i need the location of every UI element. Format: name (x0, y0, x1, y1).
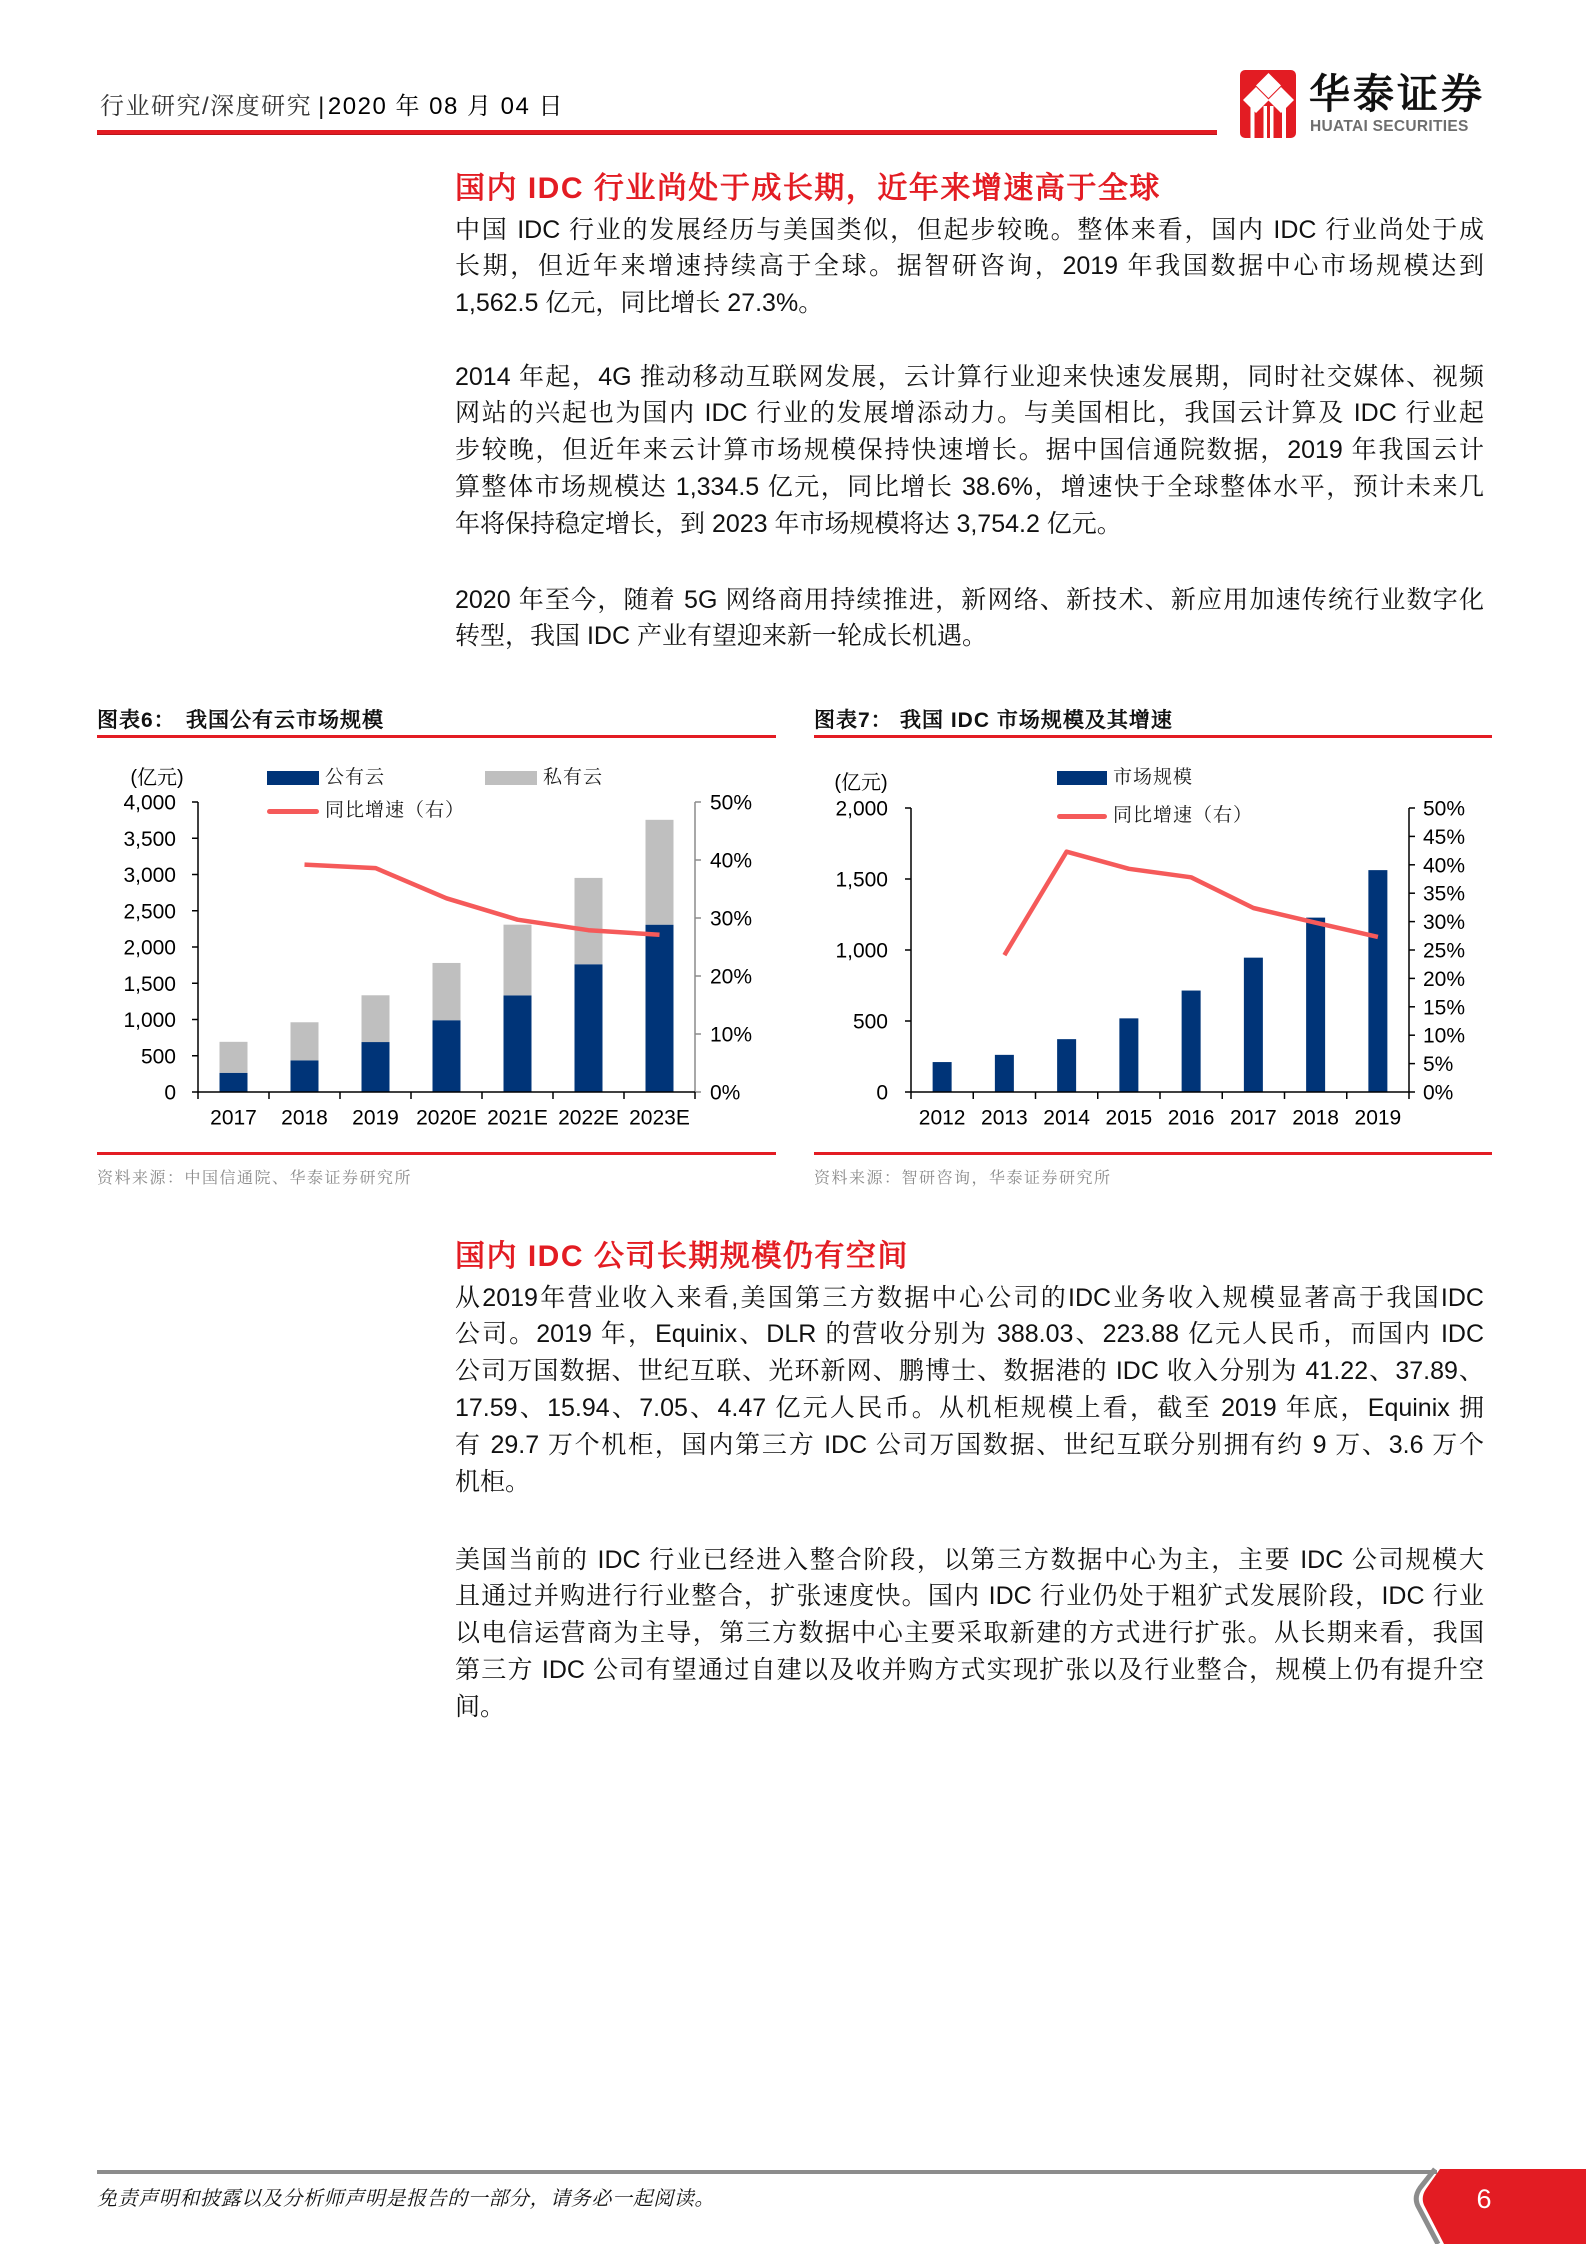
y2-axis-tick-label: 5% (1423, 1053, 1454, 1077)
text-line: 有 29.7 万个机柜，国内第三方 IDC 公司万国数据、世纪互联分别拥有约 9 万、3.6 万个 (455, 1431, 1484, 1460)
logo-name-cn: 华泰证券 (1309, 71, 1485, 117)
y2-axis-tick-label: 40% (710, 849, 753, 873)
bar-secondary (362, 995, 390, 1042)
logo-name-en: HUATAI SECURITIES (1310, 118, 1469, 135)
header-separator: | (318, 93, 326, 120)
text-line: 1,562.5 亿元，同比增长 27.3%。 (455, 289, 824, 318)
y-axis-tick-label: 1,000 (123, 1009, 176, 1032)
text-line: 公司。2019 年，Equinix、DLR 的营收分别为 388.03、223.88 亿元人民币，而国内 IDC (455, 1320, 1484, 1349)
y-axis-tick-label: 0 (876, 1081, 888, 1105)
text-line: 美国当前的 IDC 行业已经进入整合阶段，以第三方数据中心为主，主要 IDC 公司规模大 (455, 1545, 1484, 1574)
text-line: 年将保持稳定增长，到 2023 年市场规模将达 3,754.2 亿元。 (455, 510, 1122, 539)
x-axis-tick-label: 2022E (558, 1106, 619, 1130)
figure-6-label: 图表6： (97, 709, 176, 732)
y-axis-unit-label: (亿元) (834, 772, 888, 794)
figure-6-title: 我国公有云市场规模 (186, 709, 384, 732)
paragraph (455, 359, 1484, 543)
text-line: 且通过并购进行行业整合，扩张速度快。国内 IDC 行业仍处于粗犷式发展阶段，IDC 行业 (455, 1582, 1484, 1611)
figure-7-top-rule (814, 735, 1492, 738)
text-line: 机柜。 (455, 1468, 531, 1497)
text-line: 以电信运营商为主导，第三方数据中心主要采取新建的方式进行扩张。从长期来看，我国 (455, 1619, 1484, 1648)
footer-divider (97, 2170, 1437, 2174)
y2-axis-tick-label: 45% (1423, 825, 1466, 849)
figure-6-source: 资料来源：中国信通院、华泰证券研究所 (97, 1170, 413, 1187)
bar-primary (1368, 870, 1387, 1092)
figure-6-caption (97, 708, 384, 734)
legend-label: 同比增速（右） (1113, 805, 1254, 826)
public-cloud-market-chart (97, 745, 779, 1145)
y2-axis-tick-label: 0% (1423, 1081, 1454, 1105)
figure-7-source: 资料来源：智研咨询，华泰证券研究所 (814, 1170, 1112, 1187)
x-axis-tick-label: 2019 (1354, 1106, 1402, 1130)
text-line: 公司万国数据、世纪互联、光环新网、鹏博士、数据港的 IDC 收入分别为 41.22、37.89、 (455, 1357, 1484, 1386)
report-category: 行业研究/深度研究 (100, 93, 313, 120)
bar-secondary (220, 1042, 248, 1073)
x-axis-tick-label: 2017 (210, 1106, 257, 1130)
figure-7-label: 图表7： (814, 709, 893, 732)
figure-7-title: 我国 IDC 市场规模及其增速 (900, 709, 1173, 732)
x-axis-tick-label: 2019 (352, 1106, 399, 1130)
y2-axis-tick-label: 35% (1423, 882, 1466, 906)
bar-primary (1182, 991, 1201, 1092)
paragraph (455, 1542, 1484, 1726)
bar-primary (933, 1062, 952, 1092)
x-axis-tick-label: 2013 (981, 1106, 1028, 1130)
y-axis-tick-label: 2,000 (835, 797, 888, 821)
text-line: 2020 年至今，随着 5G 网络商用持续推进，新网络、新技术、新应用加速传统行业数字化 (455, 585, 1484, 614)
text-line: 转型，我国 IDC 产业有望迎来新一轮成长机遇。 (455, 622, 987, 651)
x-axis-tick-label: 2021E (487, 1106, 548, 1130)
bar-secondary (291, 1022, 319, 1060)
paragraph (455, 1280, 1484, 1501)
y2-axis-tick-label: 10% (1423, 1024, 1466, 1048)
bar-primary (1244, 958, 1263, 1092)
bar-secondary (504, 925, 532, 996)
x-axis-tick-label: 2018 (281, 1106, 328, 1130)
section-title: 国内 IDC 行业尚处于成长期，近年来增速高于全球 (455, 172, 1161, 205)
figure-7-bottom-rule (814, 1152, 1492, 1155)
header-divider (97, 130, 1217, 134)
idc-market-size-chart (812, 745, 1496, 1145)
y-axis-tick-label: 4,000 (123, 791, 176, 815)
y-axis-tick-label: 500 (852, 1010, 888, 1034)
page-header (100, 92, 564, 122)
x-axis-tick-label: 2015 (1105, 1106, 1153, 1130)
y-axis-tick-label: 3,500 (123, 827, 176, 851)
y-axis-tick-label: 1,500 (835, 868, 888, 892)
text-line: 从2019年营业收入来看,美国第三方数据中心公司的IDC业务收入规模显著高于我国IDC (455, 1283, 1484, 1312)
text-line: 间。 (455, 1693, 506, 1722)
bar-secondary (575, 878, 603, 964)
bar-primary (220, 1073, 248, 1092)
figure-7-caption (814, 708, 1173, 734)
y-axis-tick-label: 1,500 (123, 972, 176, 996)
text-line: 长期，但近年来增速持续高于全球。据智研咨询，2019 年我国数据中心市场规模达到 (455, 252, 1484, 281)
paragraph (455, 582, 1484, 656)
bar-secondary (433, 963, 461, 1020)
text-line: 网站的兴起也为国内 IDC 行业的发展增添动力。与美国相比，我国云计算及 IDC 行业起 (455, 399, 1484, 428)
bar-primary (646, 925, 674, 1092)
x-axis-tick-label: 2016 (1167, 1106, 1215, 1130)
x-axis-tick-label: 2023E (629, 1106, 690, 1130)
y-axis-tick-label: 0 (164, 1081, 176, 1105)
text-line: 算整体市场规模达 1,334.5 亿元，同比增长 38.6%，增速快于全球整体水平，预计未来几 (455, 473, 1484, 502)
bar-secondary (646, 820, 674, 925)
text-line: 步较晚，但近年来云计算市场规模保持快速增长。据中国信通院数据，2019 年我国云计 (455, 436, 1484, 465)
y-axis-tick-label: 3,000 (123, 864, 176, 887)
figure-6-bottom-rule (97, 1152, 776, 1155)
figure-6-top-rule (97, 735, 776, 738)
y2-axis-tick-label: 25% (1423, 939, 1466, 963)
text-line: 中国 IDC 行业的发展经历与美国类似，但起步较晚。整体来看，国内 IDC 行业尚处于成 (455, 215, 1484, 244)
text-line: 17.59、15.94、7.05、4.47 亿元人民币。从机柜规模上看，截至 2019 年底，Equinix 拥 (455, 1394, 1484, 1423)
bar-primary (575, 964, 603, 1092)
legend-label: 公有云 (325, 767, 386, 788)
bar-primary (362, 1042, 390, 1092)
bar-primary (995, 1055, 1014, 1092)
x-axis-tick-label: 2014 (1043, 1106, 1090, 1130)
x-axis-tick-label: 2012 (918, 1106, 966, 1130)
y2-axis-tick-label: 20% (710, 965, 753, 989)
bar-primary (504, 995, 532, 1092)
bar-primary (433, 1020, 461, 1092)
huatai-logo-icon (1240, 70, 1296, 138)
text-line: 第三方 IDC 公司有望通过自建以及收并购方式实现扩张以及行业整合，规模上仍有提升空 (455, 1656, 1484, 1685)
y2-axis-tick-label: 50% (710, 791, 753, 815)
y2-axis-tick-label: 10% (710, 1023, 753, 1047)
x-axis-tick-label: 2020E (416, 1106, 477, 1130)
page-number: 6 (1476, 2184, 1492, 2214)
y2-axis-tick-label: 15% (1423, 996, 1466, 1020)
y2-axis-tick-label: 50% (1423, 797, 1466, 821)
y-axis-tick-label: 1,000 (835, 939, 888, 963)
y2-axis-tick-label: 20% (1423, 967, 1466, 991)
y-axis-tick-label: 2,000 (123, 936, 176, 960)
x-axis-tick-label: 2017 (1230, 1106, 1277, 1130)
bar-primary (291, 1060, 319, 1092)
y-axis-tick-label: 500 (140, 1045, 176, 1069)
bar-primary (1119, 1018, 1138, 1092)
y2-axis-tick-label: 30% (1423, 911, 1466, 935)
y-axis-tick-label: 2,500 (123, 900, 176, 924)
x-axis-tick-label: 2018 (1292, 1106, 1339, 1130)
y2-axis-tick-label: 30% (710, 907, 753, 931)
legend-label: 私有云 (543, 767, 604, 788)
legend-label: 市场规模 (1113, 767, 1194, 788)
report-date: 2020 年 08 月 04 日 (327, 93, 565, 120)
y2-axis-tick-label: 40% (1423, 854, 1466, 878)
legend-label: 同比增速（右） (325, 800, 466, 821)
text-line: 2014 年起，4G 推动移动互联网发展，云计算行业迎来快速发展期，同时社交媒体、视频 (455, 362, 1484, 391)
footer-disclaimer: 免责声明和披露以及分析师声明是报告的一部分，请务必一起阅读。 (97, 2188, 715, 2210)
y-axis-unit-label: (亿元) (130, 767, 184, 789)
bar-primary (1057, 1039, 1076, 1092)
bar-primary (1306, 918, 1325, 1092)
section-title: 国内 IDC 公司长期规模仍有空间 (455, 1240, 909, 1273)
y2-axis-tick-label: 0% (710, 1081, 741, 1105)
growth-rate-line (305, 865, 660, 935)
paragraph (455, 212, 1484, 323)
